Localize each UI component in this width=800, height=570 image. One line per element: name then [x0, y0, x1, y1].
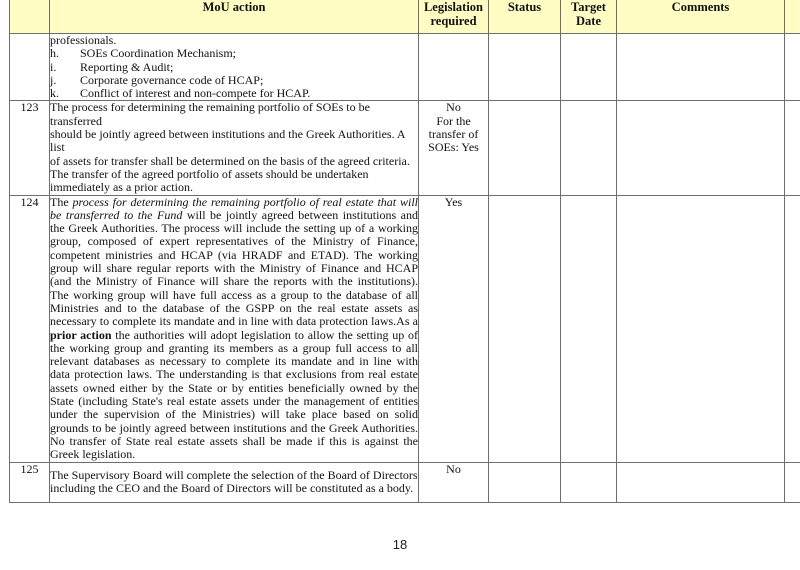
table-row [10, 34, 800, 101]
action-line: immediately as a prior action. [50, 180, 193, 195]
page-number: 18 [392, 537, 408, 552]
list-marker: k. [50, 86, 59, 101]
list-item-text: SOEs Coordination Mechanism; [80, 46, 236, 61]
mou-action-cell [50, 195, 419, 462]
mou-action-cell [50, 101, 419, 195]
legislation-line: No [446, 100, 461, 115]
action-line: including the CEO and the Board of Directors will be constituted as a body. [50, 481, 414, 495]
action-text: will be jointly agreed between institutions and the Greek Authorities. The process will include the setting up of a working group, composed of expert representatives of the Ministry of Finance, competent ministries and HCAP (via HRADF and ETAD). The working group will share regular reports with the Ministry of Finance and HCAP (and the Ministry of Finance will share the reports with the institutions). The working group will have full access as a group to the database of all Ministries and to the database of the GSPP on the real estate assets as necessary to complete its mandate and in line with data protection laws.As a [50, 207, 418, 329]
action-text: the authorities will adopt legislation to allow the setting up of the working group and granting its members as a group full access to all relevant databases as necessary to complete its mandate and in line with data protection laws. The understanding is that exclusions from real estate assets owned either by the State or by entities beneficially owned by the State (including State's real estate assets under the management of entities under the supervision of the Ministries) will take place based on solid grounds to be jointly agreed between institutions and the Greek Authorities. No transfer of State real estate assets shall be made if this is against the Greek legislation. [50, 327, 418, 462]
action-line: should be jointly agreed between institutions and the Greek Authorities. A list [50, 127, 405, 155]
legislation-cell: Yes [419, 195, 489, 462]
list-item [50, 87, 418, 100]
comments-cell [617, 462, 785, 502]
table-row [10, 195, 800, 462]
header-extra [785, 0, 800, 34]
extra-cell [785, 462, 800, 502]
status-cell [489, 101, 561, 195]
status-cell [489, 34, 561, 101]
table-row [10, 101, 800, 195]
extra-cell [785, 34, 800, 101]
legislation-line: SOEs: Yes [428, 140, 479, 155]
list-marker: i. [50, 59, 57, 74]
action-line: The transfer of the agreed portfolio of assets should be undertaken [50, 166, 369, 181]
header-status: Status [489, 0, 561, 34]
header-target-date: Target Date [561, 0, 617, 34]
list-item [50, 61, 418, 74]
legislation-line: For the [436, 113, 471, 128]
mou-action-cell [50, 34, 419, 101]
action-line: of assets for transfer shall be determined on the basis of the agreed criteria. [50, 153, 410, 168]
target-date-cell [561, 462, 617, 502]
action-line: The process for determining the remaining portfolio of SOEs to be transferred [50, 100, 370, 128]
legislation-cell [419, 101, 489, 195]
comments-cell [617, 34, 785, 101]
list-item-text: Corporate governance code of HCAP; [80, 72, 264, 87]
header-number [10, 0, 50, 34]
action-text: The [50, 194, 73, 209]
header-mou-action: MoU action [50, 0, 419, 34]
comments-cell [617, 101, 785, 195]
list-marker: h. [50, 46, 59, 61]
mou-action-cell [50, 462, 419, 502]
header-comments: Comments [617, 0, 785, 34]
target-date-cell [561, 101, 617, 195]
status-cell [489, 195, 561, 462]
continuation-text: professionals. [50, 33, 117, 47]
extra-cell [785, 195, 800, 462]
table-header-row [10, 0, 800, 34]
action-text-italic: process for determining the remaining portfolio of real estate that will be transferred to the Fund [50, 194, 418, 222]
header-legislation-required: Legislation required [419, 0, 489, 34]
row-number [10, 34, 50, 101]
list-item [50, 47, 418, 60]
row-number: 125 [10, 462, 50, 502]
table-row [10, 462, 800, 502]
status-cell [489, 462, 561, 502]
prior-action-emphasis: prior action [50, 327, 112, 342]
list-marker: j. [50, 72, 57, 87]
comments-cell [617, 195, 785, 462]
list-item-text: Conflict of interest and non-compete for HCAP. [80, 86, 311, 101]
target-date-cell [561, 34, 617, 101]
legislation-cell [419, 34, 489, 101]
legislation-line: transfer of [428, 127, 479, 142]
target-date-cell [561, 195, 617, 462]
row-number: 123 [10, 101, 50, 195]
list-item-text: Reporting & Audit; [80, 59, 174, 74]
extra-cell [785, 101, 800, 195]
row-number: 124 [10, 195, 50, 462]
legislation-cell: No [419, 462, 489, 502]
mou-action-table [9, 0, 800, 503]
action-line: The Supervisory Board will complete the selection of the Board of Directors [50, 467, 418, 482]
list-item [50, 74, 418, 87]
